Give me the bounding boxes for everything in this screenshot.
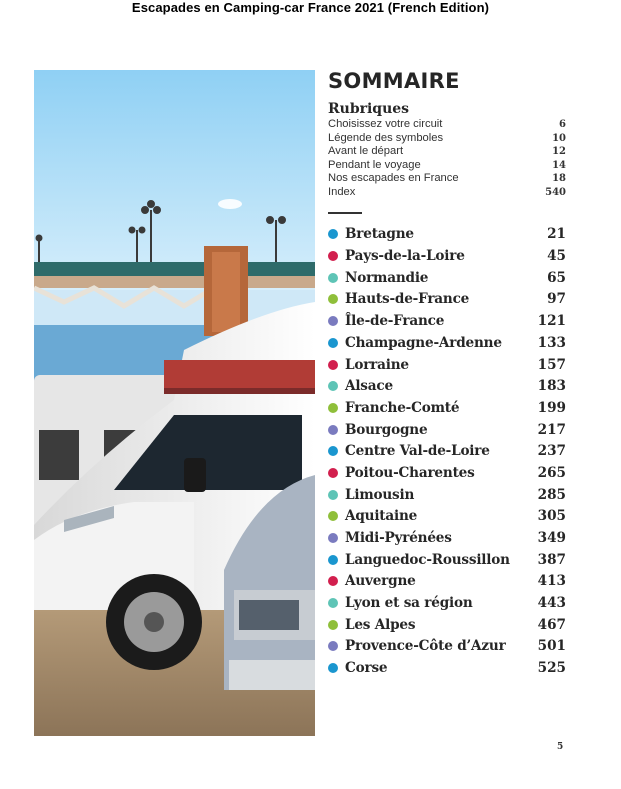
- region-page: 199: [537, 399, 566, 416]
- region-name: Corse: [345, 660, 388, 677]
- rubrique-item[interactable]: [328, 145, 566, 159]
- region-item[interactable]: [328, 592, 566, 614]
- region-page: 183: [537, 378, 566, 395]
- book-title: Escapades en Camping-car France 2021 (French Edition): [131, 0, 490, 15]
- rubrique-item[interactable]: [328, 172, 566, 186]
- region-name: Auvergne: [345, 573, 416, 590]
- region-dot: [328, 229, 338, 239]
- rubrique-item[interactable]: [328, 132, 566, 146]
- region-name: Bourgogne: [345, 421, 428, 438]
- rubrique-label: Index: [328, 185, 356, 198]
- region-page: 413: [537, 573, 566, 590]
- region-dot: [328, 403, 338, 413]
- region-name: Midi-Pyrénées: [345, 530, 452, 547]
- region-name: Normandie: [345, 269, 429, 286]
- rubrique-page: 14: [552, 159, 566, 171]
- section-divider: [328, 212, 362, 214]
- region-page: 285: [537, 486, 566, 503]
- region-item[interactable]: [328, 636, 566, 658]
- region-dot: [328, 381, 338, 391]
- region-name: Limousin: [345, 486, 415, 503]
- region-item[interactable]: [328, 354, 566, 376]
- rubrique-page: 12: [552, 146, 566, 158]
- region-name: Hauts-de-France: [345, 291, 470, 308]
- rubrique-item[interactable]: [328, 118, 566, 132]
- region-name: Bretagne: [345, 226, 414, 243]
- rubrique-label: Nos escapades en France: [328, 172, 459, 185]
- rubrique-page: 6: [559, 119, 566, 130]
- region-name: Lorraine: [345, 356, 409, 373]
- region-page: 217: [537, 421, 566, 438]
- region-dot: [328, 555, 338, 565]
- region-page: 525: [537, 660, 566, 677]
- region-page: 97: [547, 291, 566, 308]
- region-name: Pays-de-la-Loire: [345, 248, 465, 265]
- region-item[interactable]: [328, 245, 566, 267]
- region-item[interactable]: [328, 267, 566, 289]
- region-page: 443: [537, 595, 566, 612]
- region-dot: [328, 533, 338, 543]
- region-name: Île-de-France: [345, 313, 445, 330]
- region-item[interactable]: [328, 527, 566, 549]
- region-page: 305: [537, 508, 566, 525]
- region-page: 157: [537, 356, 566, 373]
- region-page: 133: [537, 334, 566, 351]
- region-item[interactable]: [328, 310, 566, 332]
- region-page: 21: [547, 226, 566, 243]
- region-name: Lyon et sa région: [345, 595, 473, 612]
- region-dot: [328, 294, 338, 304]
- rubrique-label: Pendant le voyage: [328, 158, 421, 171]
- region-name: Centre Val-de-Loire: [345, 443, 490, 460]
- region-item[interactable]: [328, 440, 566, 462]
- region-item[interactable]: [328, 571, 566, 593]
- region-dot: [328, 360, 338, 370]
- rubrique-page: 18: [552, 173, 566, 185]
- region-dot: [328, 251, 338, 261]
- region-page: 65: [547, 269, 566, 286]
- region-dot: [328, 338, 338, 348]
- region-item[interactable]: [328, 506, 566, 528]
- region-name: Champagne-Ardenne: [345, 334, 502, 351]
- page-number: 5: [557, 742, 564, 752]
- region-dot: [328, 663, 338, 673]
- region-item[interactable]: [328, 397, 566, 419]
- rubrique-page: 540: [545, 186, 566, 198]
- region-item[interactable]: [328, 375, 566, 397]
- region-item[interactable]: [328, 224, 566, 246]
- region-name: Poitou-Charentes: [345, 464, 475, 481]
- region-page: 237: [537, 443, 566, 460]
- region-item[interactable]: [328, 657, 566, 679]
- region-dot: [328, 598, 338, 608]
- region-page: 349: [537, 530, 566, 547]
- region-dot: [328, 620, 338, 630]
- region-name: Languedoc-Roussillon: [345, 551, 510, 568]
- rubrique-item[interactable]: [328, 186, 566, 200]
- region-dot: [328, 468, 338, 478]
- region-dot: [328, 273, 338, 283]
- rubriques-title: Rubriques: [328, 101, 410, 117]
- region-item[interactable]: [328, 484, 566, 506]
- region-page: 45: [547, 248, 566, 265]
- rubriques-list: [328, 118, 566, 200]
- rubrique-item[interactable]: [328, 159, 566, 173]
- region-item[interactable]: [328, 549, 566, 571]
- region-dot: [328, 576, 338, 586]
- region-list: [328, 224, 566, 679]
- region-dot: [328, 641, 338, 651]
- region-page: 387: [537, 551, 566, 568]
- region-dot: [328, 446, 338, 456]
- region-dot: [328, 425, 338, 435]
- region-name: Alsace: [345, 378, 393, 395]
- region-page: 501: [537, 638, 566, 655]
- region-item[interactable]: [328, 419, 566, 441]
- region-dot: [328, 511, 338, 521]
- rubrique-page: 10: [552, 132, 566, 144]
- region-item[interactable]: [328, 332, 566, 354]
- contents-heading: SOMMAIRE: [328, 69, 460, 93]
- table-of-contents: [328, 66, 566, 679]
- region-item[interactable]: [328, 614, 566, 636]
- region-item[interactable]: [328, 462, 566, 484]
- region-page: 121: [537, 313, 566, 330]
- region-dot: [328, 490, 338, 500]
- region-name: Franche-Comté: [345, 399, 460, 416]
- region-item[interactable]: [328, 289, 566, 311]
- region-name: Aquitaine: [345, 508, 418, 525]
- region-name: Provence-Côte d’Azur: [345, 638, 506, 655]
- rubrique-label: Choisissez votre circuit: [328, 118, 443, 130]
- rubrique-label: Légende des symboles: [328, 131, 444, 144]
- region-name: Les Alpes: [345, 616, 416, 633]
- region-page: 467: [537, 616, 566, 633]
- region-page: 265: [537, 464, 566, 481]
- region-dot: [328, 316, 338, 326]
- rubrique-label: Avant le départ: [328, 145, 404, 158]
- cover-photo-campervans: [34, 70, 315, 736]
